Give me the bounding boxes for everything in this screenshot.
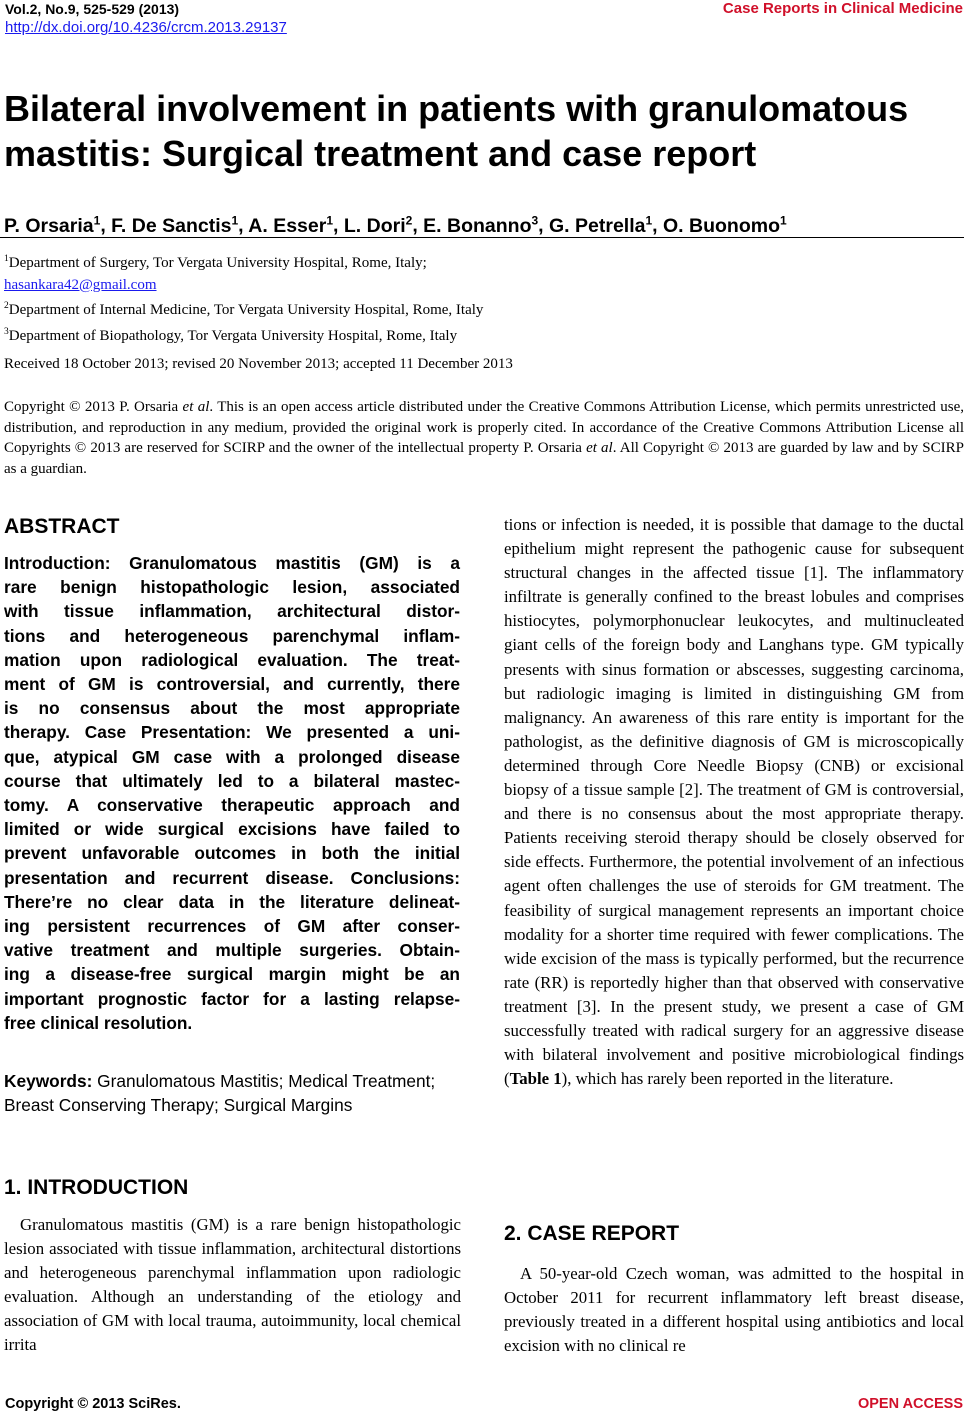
abstract-heading: ABSTRACT <box>4 515 120 538</box>
author: A. Esser$^1$ <box>248 213 334 237</box>
author: L. Dori$^2$ <box>343 213 413 237</box>
section-heading-case-report: 2. CASE REPORT <box>504 1222 680 1245</box>
keywords-text: Granulomatous Mastitis; Medical Treatment; Breast Conserving Therapy; Surgical Margins <box>4 1071 436 1115</box>
author: G. Petrella$^1$ <box>549 213 653 237</box>
affiliation: $^1$Department of Surgery, Tor Vergata University Hospital, Rome, Italy; <box>4 254 427 271</box>
case-report-text: A 50-year-old Czech woman, was admitted to the hospital in October 2011 for recurrent inflammatory left breast disease, previously treated in a different hospital using antibiotics and local excision with no clinical re <box>504 1264 964 1356</box>
journal-volume-info: Vol.2, No.9, 525-529 (2013) <box>5 1 180 17</box>
abstract-text: Introduction: Granulomatous mastitis (GM) is a rare benign histopathologic lesion, associated with tissue inflammation, architectural distor- tions and heterogeneous parenchymal inflam- mation upon radiological evaluation. The treat- ment of GM is controversial, and currently, there is no consensus about the most appropriate therapy. Case Presentation: We presented a uni- que, atypical GM case with a prolonged disease course that ultimately led to a bilateral mastec- tomy. A conservative therapeutic approach and limited or wide surgical excisions have failed to prevent unfavorable outcomes in both the initial presentation and recurrent disease. Conclusions: There’re no clear data in the literature delineat- ing persistent recurrences of GM after conser- vative treatment and multiple surgeries. Obtain- ing a disease-free surgical margin might be an important prognostic factor for a lasting relapse- free clinical resolution. <box>4 553 460 1033</box>
journal-name: Case Reports in Clinical Medicine <box>722 0 963 17</box>
affiliation: $^3$Department of Biopathology, Tor Vergata University Hospital, Rome, Italy <box>4 326 458 344</box>
author: F. De Sanctis$^1$ <box>111 213 239 237</box>
author: E. Bonanno$^3$ <box>423 213 539 237</box>
header-divider <box>0 237 964 238</box>
received-dates: Received 18 October 2013; revised 20 November 2013; accepted 11 December 2013 <box>4 356 513 372</box>
affiliations <box>4 249 483 347</box>
corresponding-email-link[interactable]: hasankara42@gmail.com <box>4 276 157 293</box>
author: O. Buonomo$^1$ <box>663 213 787 237</box>
keywords-label: Keywords: <box>4 1071 93 1091</box>
author: P. Orsaria$^1$ <box>4 213 101 237</box>
footer-copyright: Copyright © 2013 SciRes. <box>5 1396 181 1412</box>
doi-link[interactable]: http://dx.doi.org/10.4236/crcm.2013.29137 <box>5 19 287 36</box>
keywords <box>4 1070 460 1117</box>
open-access-badge: OPEN ACCESS <box>857 1396 963 1412</box>
affiliation: $^2$Department of Internal Medicine, Tor Vergata University Hospital, Rome, Italy <box>4 301 484 318</box>
introduction-continued-text: tions or infection is needed, it is possible that damage to the ductal epithelium might represent the pathogenic cause for subsequent structural changes in the affected tissue [1]. The inflammatory infiltrate is generally confined to the breast lobules and comprises histiocytes, polymorphonuclear leukocytes, and multinucleated giant cells of the foreign body and Langhans type. GM typically presents with sinus formation or abscesses, suggesting carcinoma, but radiologic imaging is limited in distinguishing GM from malignancy. An awareness of this rare entity is important for the pathologist, as the definitive diagnosis of GM is microscopically determined through Core Needle Biopsy (CNB) or excisional biopsy of a tissue sample [2]. The treatment of GM is controversial, and there is no consensus about the most appropriate therapy. Patients receiving steroid therapy should be closely observed for side effects. Furthermore, the potential involvement of an infectious agent often challenges the use of steroids for GM treatment. The feasibility of surgical management represents an important choice modality for a shorter time required with fewer complications. The wide excision of the mass is typically performed, but the recurrence rate (RR) is reportedly higher than that observed with conservative treatment [3]. In the present study, we present a case of GM successfully treated with radical surgery for an aggressive disease with bilateral involvement and positive microbiological findings (Table 1), which has rarely been reported in the literature. <box>504 515 964 1089</box>
article-title: Bilateral involvement in patients with granulomatous mastitis: Surgical treatment and case report <box>4 88 909 174</box>
table-reference[interactable]: Table 1 <box>509 1069 562 1089</box>
section-heading-introduction: 1. INTRODUCTION <box>4 1176 189 1199</box>
copyright-notice: Copyright © 2013 P. Orsaria et al. This is an open access article distributed under the Creative Commons Attribution License, which permits unrestricted use, distribution, and reproduction in any medium, provided the original work is properly cited. In accordance of the Creative Commons Attribution License all Copyrights © 2013 are reserved for SCIRP and the owner of the intellectual property P. Orsaria et al. All Copyright © 2013 are guarded by law and by SCIRP as a guardian. <box>4 399 965 477</box>
author-list: P. Orsaria$^1$, F. De Sanctis$^1$, A. Esser$^1$, L. Dori$^2$, E. Bonanno$^3$, G. Petrella$^1$, O. Buonomo$^1$ <box>4 213 787 237</box>
introduction-text: Granulomatous mastitis (GM) is a rare benign histopathologic lesion associated with tissue inflammation, architectural distortions and heterogeneous parenchymal inflammation upon radiologic evaluation. Although an understanding of the etiology and association of GM with local trauma, autoimmunity, local chemical irrita <box>4 1215 461 1355</box>
